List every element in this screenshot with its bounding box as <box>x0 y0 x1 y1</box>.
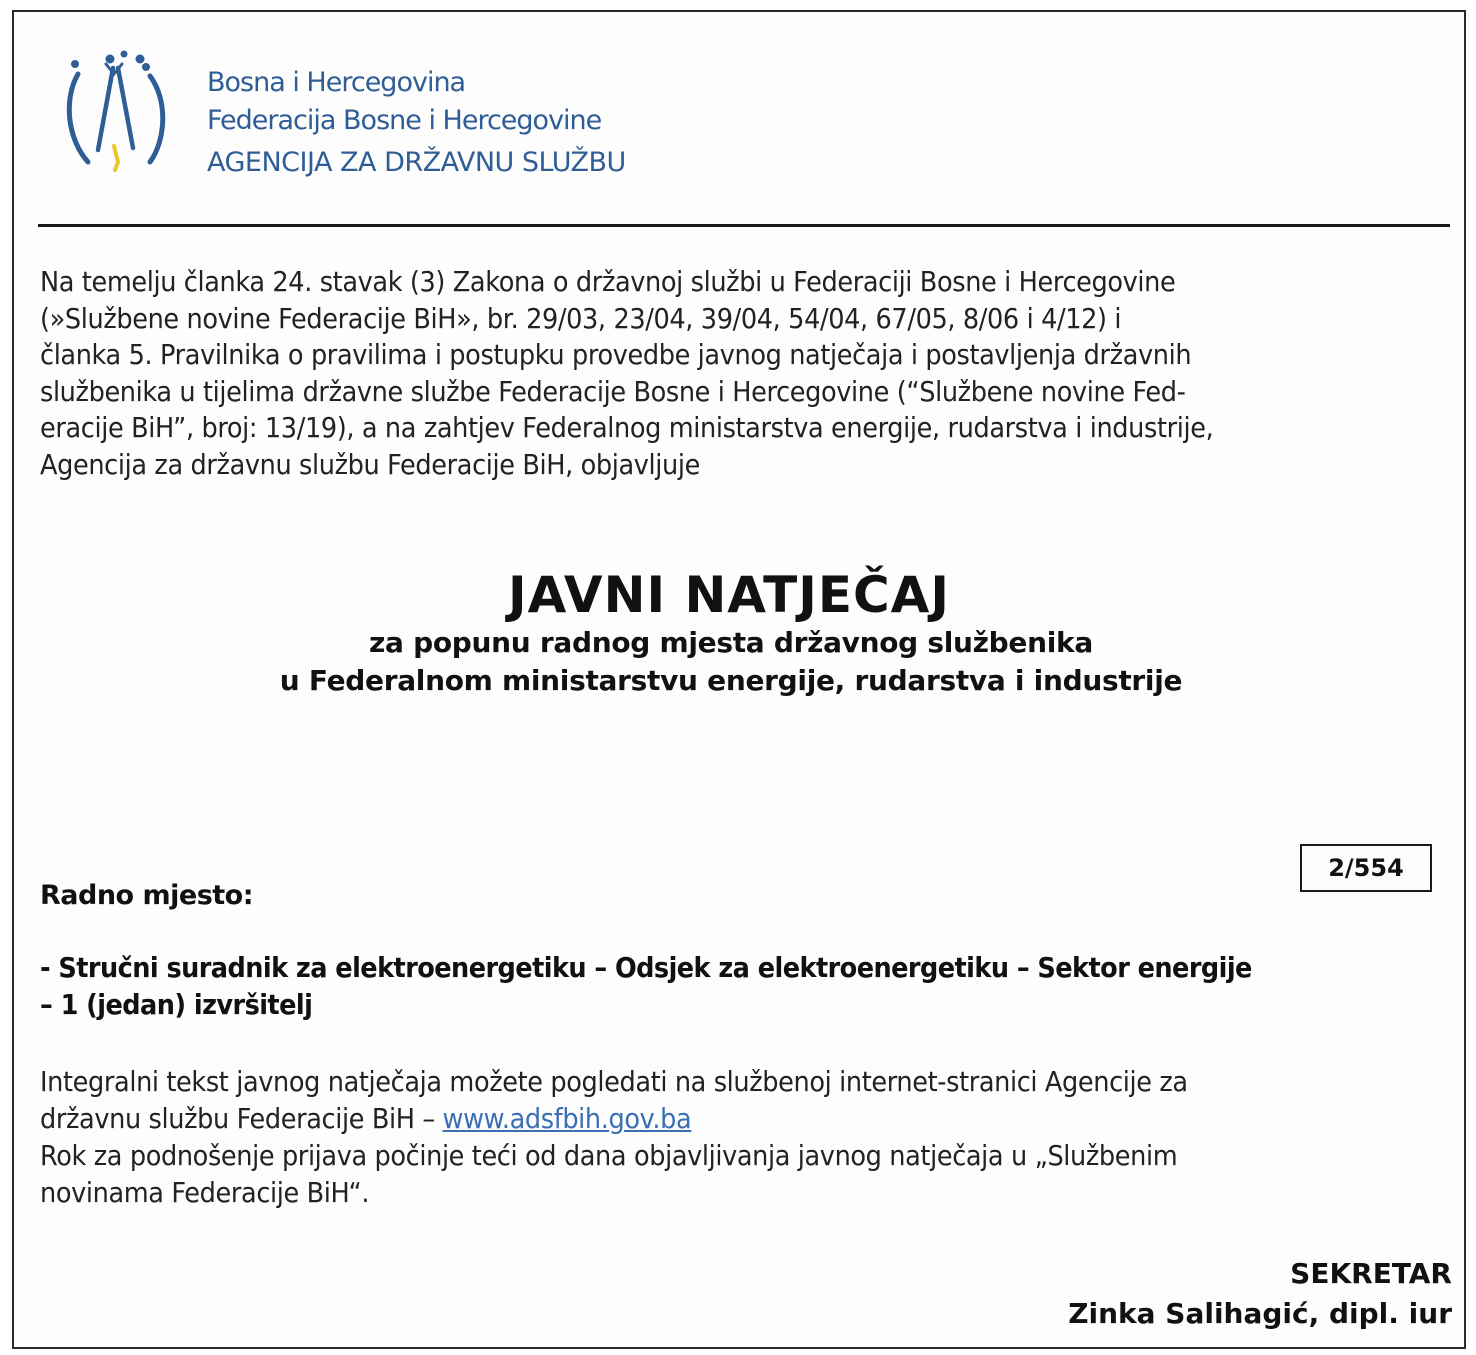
intro-line: članka 5. Pravilnika o pravilima i postupku provedbe javnog natječaja i postavljenja državnih <box>40 339 1192 371</box>
closing-line: novinama Federacije BiH“. <box>40 1177 370 1209</box>
position-description <box>40 950 1435 1024</box>
intro-line: službenika u tijelima državne službe Federacije Bosne i Hercegovine (“Službene novine Fed- <box>40 375 1186 408</box>
notice-subtitle: u Federalnom ministarstvu energije, rudarstva i industrije <box>279 664 1183 697</box>
closing-paragraph <box>40 1064 1450 1212</box>
intro-line: (»Službene novine Federacije BiH», br. 29/03, 23/04, 39/04, 54/04, 67/05, 8/06 i 4/12) i <box>40 302 1122 335</box>
intro-line: Na temelju članka 24. stavak (3) Zakona o državnoj službi u Federaciji Bosne i Hercegovine <box>40 266 1176 298</box>
notice-title: JAVNI NATJEČAJ <box>508 566 950 624</box>
org-country: Bosna i Hercegovina <box>207 67 466 98</box>
position-line: - Stručni suradnik za elektroenergetiku – Odsjek za elektroenergetiku – Sektor energije <box>40 952 1252 984</box>
signature-role: SEKRETAR <box>1290 1257 1452 1290</box>
reference-number: 2/554 <box>1300 844 1432 892</box>
intro-line: Agencija za državnu službu Federacije BiH, objavljuje <box>40 448 700 481</box>
org-federation: Federacija Bosne i Hercegovine <box>207 105 602 136</box>
org-agency: AGENCIJA ZA DRŽAVNU SLUŽBU <box>207 147 626 178</box>
agency-logo-icon <box>58 50 188 185</box>
signature-block <box>1068 1254 1452 1334</box>
website-link[interactable]: www.adsfbih.gov.ba <box>442 1103 692 1135</box>
header-divider <box>38 224 1450 227</box>
position-label: Radno mjesto: <box>40 880 254 911</box>
signature-name: Zinka Salihagić, dipl. iur <box>1068 1297 1452 1330</box>
position-line: – 1 (jedan) izvršitelj <box>40 989 313 1021</box>
closing-line: Integralni tekst javnog natječaja možete pogledati na službenoj internet-stranici Agencije za <box>40 1066 1188 1098</box>
intro-line: eracije BiH”, broj: 13/19), a na zahtjev Federalnog ministarstva energije, rudarstva i industrije, <box>40 412 1214 444</box>
closing-line <box>40 1101 1450 1138</box>
notice-subtitle: za popunu radnog mjesta državnog službenika <box>369 626 1093 659</box>
notice-heading <box>0 566 1476 700</box>
closing-line-prefix: državnu službu Federacije BiH – <box>40 1103 443 1135</box>
closing-line: Rok za podnošenje prijava počinje teći od dana objavljivanja javnog natječaja u „Službenim <box>40 1140 1178 1172</box>
intro-paragraph <box>40 264 1450 483</box>
organization-name <box>207 64 626 182</box>
